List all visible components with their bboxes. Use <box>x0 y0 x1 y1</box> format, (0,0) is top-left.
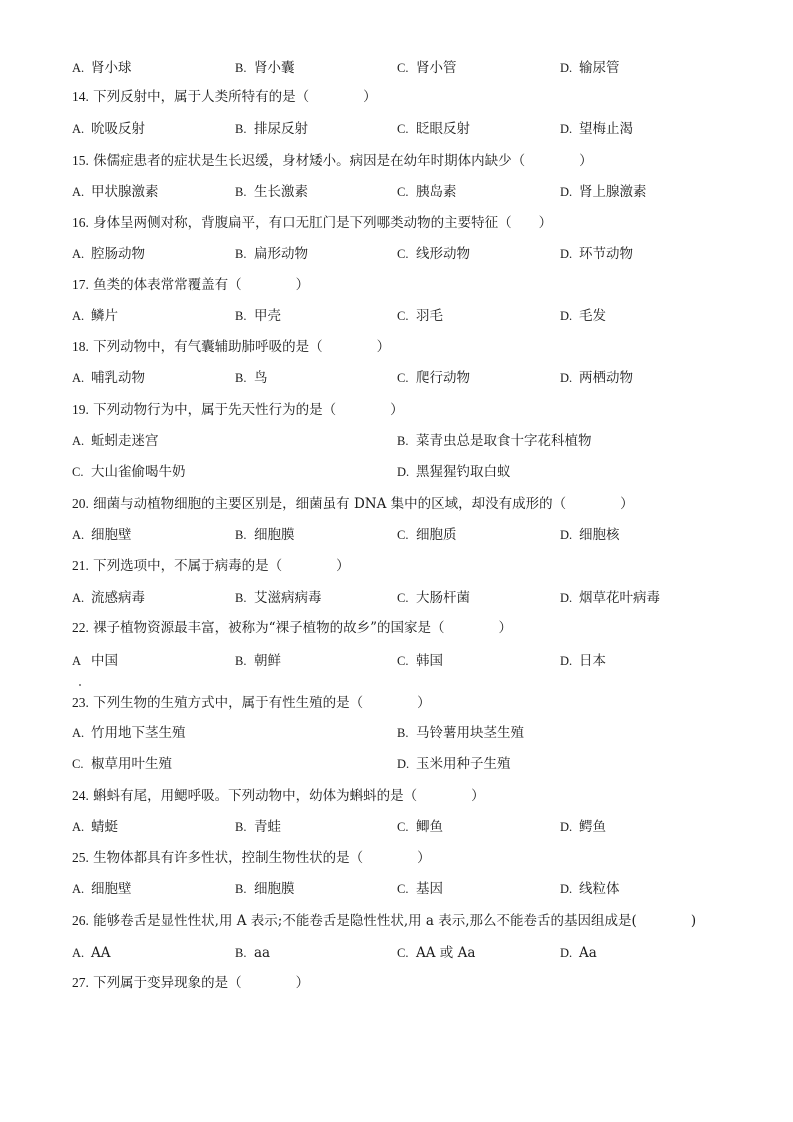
option-text: 日本 <box>579 653 606 669</box>
option-text: 大肠杆菌 <box>416 590 470 606</box>
option-letter: B. <box>397 434 409 448</box>
option-text: 蚯蚓走迷宫 <box>91 433 159 449</box>
option-letter: B. <box>397 726 409 740</box>
question-number: 20. <box>72 496 89 511</box>
option-letter: D. <box>560 61 573 75</box>
answer-option <box>235 307 281 325</box>
answer-option <box>397 526 457 544</box>
answer-option <box>397 59 457 77</box>
option-text: 羽毛 <box>416 308 443 324</box>
option-letter: B. <box>235 122 247 136</box>
question-number: 25. <box>72 850 89 865</box>
answer-option <box>72 59 132 77</box>
question-line <box>72 88 377 106</box>
option-text: 烟草花叶病毒 <box>579 590 660 606</box>
answer-option <box>72 526 132 544</box>
question-number: 24. <box>72 788 89 803</box>
answer-option <box>560 307 606 325</box>
option-letter: B. <box>235 309 247 323</box>
option-text: 玉米用种子生殖 <box>416 756 511 772</box>
option-letter: B. <box>235 820 247 834</box>
option-text: 细胞壁 <box>91 881 132 897</box>
option-letter: A. <box>72 247 85 261</box>
option-text: 韩国 <box>416 653 443 669</box>
option-text: 排尿反射 <box>254 121 308 137</box>
option-text: 毛发 <box>579 308 606 324</box>
option-text: 生长激素 <box>254 184 308 200</box>
option-letter: C. <box>397 654 409 668</box>
option-letter: D. <box>560 185 573 199</box>
answer-option <box>397 818 443 836</box>
option-letter: A. <box>72 528 85 542</box>
answer-option <box>72 120 145 138</box>
option-text: Aa <box>579 945 597 961</box>
answer-option <box>560 526 620 544</box>
answer-option <box>235 944 270 962</box>
option-text: 爬行动物 <box>416 370 470 386</box>
option-text: 肾小囊 <box>254 60 295 76</box>
stray-dot-mark <box>79 684 81 686</box>
option-letter: D. <box>560 591 573 605</box>
option-text: 腔肠动物 <box>91 246 145 262</box>
option-letter: D. <box>560 654 573 668</box>
option-text: 竹用地下茎生殖 <box>91 725 186 741</box>
option-text: AA 或 Aa <box>416 945 476 961</box>
option-letter: A. <box>72 371 85 385</box>
question-number: 26. <box>72 913 89 928</box>
option-letter: C. <box>397 528 409 542</box>
option-letter: A. <box>72 820 85 834</box>
option-text: aa <box>254 945 271 961</box>
option-letter: C. <box>72 465 84 479</box>
question-number: 27. <box>72 975 89 990</box>
answer-option <box>72 652 118 670</box>
question-number: 16. <box>72 215 89 230</box>
answer-option <box>397 589 470 607</box>
answer-option <box>560 589 660 607</box>
option-text: 中国 <box>91 653 118 669</box>
option-letter: A. <box>72 185 85 199</box>
option-letter: A. <box>72 946 85 960</box>
question-number: 18. <box>72 339 89 354</box>
question-text: 裸子植物资源最丰富，被称为“裸子植物的故乡”的国家是（ ） <box>88 620 512 636</box>
answer-option <box>235 880 295 898</box>
answer-option <box>72 369 145 387</box>
option-text: 甲壳 <box>254 308 281 324</box>
answer-option <box>235 526 295 544</box>
answer-option <box>72 589 145 607</box>
answer-option <box>72 307 118 325</box>
option-letter: C. <box>397 122 409 136</box>
option-text: 线形动物 <box>416 246 470 262</box>
question-text: 下列动物中，有气囊辅助肺呼吸的是（ ） <box>88 339 391 355</box>
answer-option <box>560 944 597 962</box>
option-letter: A. <box>72 309 85 323</box>
option-text: 细胞质 <box>416 527 457 543</box>
option-letter: B. <box>235 591 247 605</box>
answer-option <box>72 818 118 836</box>
option-text: 艾滋病病毒 <box>254 590 322 606</box>
question-line <box>72 557 350 575</box>
option-letter: B. <box>235 882 247 896</box>
option-text: 吮吸反射 <box>91 121 145 137</box>
question-number: 19. <box>72 402 89 417</box>
option-text: 线粒体 <box>579 881 620 897</box>
answer-option <box>397 463 511 481</box>
option-text: 菜青虫总是取食十字花科植物 <box>416 433 592 449</box>
option-text: 甲状腺激素 <box>91 184 159 200</box>
option-text: 环节动物 <box>579 246 633 262</box>
option-text: 肾上腺激素 <box>579 184 647 200</box>
option-letter: D. <box>560 528 573 542</box>
option-letter: D. <box>560 309 573 323</box>
option-text: 椒草用叶生殖 <box>91 756 172 772</box>
question-line <box>72 974 309 992</box>
option-letter: B. <box>235 61 247 75</box>
option-letter: B. <box>235 654 247 668</box>
answer-option <box>560 369 633 387</box>
question-line <box>72 694 431 712</box>
answer-option <box>235 818 281 836</box>
option-letter: D. <box>560 882 573 896</box>
answer-option <box>397 724 524 742</box>
question-number: 14. <box>72 89 89 104</box>
question-text: 下列反射中，属于人类所特有的是（ ） <box>88 89 377 105</box>
answer-option <box>72 724 186 742</box>
option-text: AA <box>91 945 111 961</box>
answer-option <box>397 369 470 387</box>
answer-option <box>397 307 443 325</box>
answer-option <box>397 245 470 263</box>
option-text: 输尿管 <box>579 60 620 76</box>
answer-option <box>560 120 633 138</box>
answer-option <box>560 183 647 201</box>
option-letter: B. <box>235 946 247 960</box>
answer-option <box>72 880 132 898</box>
question-number: 23. <box>72 695 89 710</box>
option-letter: A <box>72 654 82 668</box>
option-text: 流感病毒 <box>91 590 145 606</box>
answer-option <box>560 818 606 836</box>
option-text: 大山雀偷喝牛奶 <box>91 464 186 480</box>
option-text: 肾小管 <box>416 60 457 76</box>
question-text: 能够卷舌是显性性状,用 A 表示;不能卷舌是隐性性状,用 a 表示,那么不能卷舌的基因组成是( ) <box>88 913 697 929</box>
option-text: 扁形动物 <box>254 246 308 262</box>
option-letter: B. <box>235 247 247 261</box>
answer-option <box>397 944 475 962</box>
option-letter: A. <box>72 434 85 448</box>
option-text: 肾小球 <box>91 60 132 76</box>
option-text: 黑猩猩钓取白蚁 <box>416 464 511 480</box>
question-number: 22. <box>72 620 89 635</box>
option-letter: C. <box>397 185 409 199</box>
option-letter: B. <box>235 185 247 199</box>
option-text: 细胞核 <box>579 527 620 543</box>
question-text: 下列动物行为中，属于先天性行为的是（ ） <box>88 402 404 418</box>
question-line <box>72 338 390 356</box>
option-letter: C. <box>397 61 409 75</box>
question-line <box>72 495 634 513</box>
option-letter: C. <box>397 371 409 385</box>
answer-option <box>72 245 145 263</box>
option-letter: D. <box>397 465 410 479</box>
answer-option <box>397 183 457 201</box>
question-text: 鱼类的体表常常覆盖有（ ） <box>88 277 310 293</box>
option-letter: D. <box>560 247 573 261</box>
option-letter: C. <box>397 591 409 605</box>
question-line <box>72 276 309 294</box>
option-text: 眨眼反射 <box>416 121 470 137</box>
question-line <box>72 912 696 930</box>
option-text: 细胞膜 <box>254 881 295 897</box>
option-letter: C. <box>397 247 409 261</box>
option-text: 鳄鱼 <box>579 819 606 835</box>
answer-option <box>72 432 159 450</box>
option-text: 马铃薯用块茎生殖 <box>416 725 524 741</box>
option-letter: A. <box>72 726 85 740</box>
answer-option <box>235 589 322 607</box>
question-text: 下列属于变异现象的是（ ） <box>88 975 310 991</box>
question-line <box>72 214 552 232</box>
question-line <box>72 849 431 867</box>
option-text: 哺乳动物 <box>91 370 145 386</box>
option-letter: D. <box>397 757 410 771</box>
option-letter: D. <box>560 122 573 136</box>
option-text: 鳞片 <box>91 308 118 324</box>
answer-option <box>235 120 308 138</box>
option-letter: A. <box>72 61 85 75</box>
question-line <box>72 619 512 637</box>
question-text: 下列生物的生殖方式中，属于有性生殖的是（ ） <box>88 695 431 711</box>
option-text: 胰岛素 <box>416 184 457 200</box>
question-number: 21. <box>72 558 89 573</box>
answer-option <box>235 652 281 670</box>
option-text: 细胞壁 <box>91 527 132 543</box>
answer-option <box>560 245 633 263</box>
option-text: 鲫鱼 <box>416 819 443 835</box>
option-letter: C. <box>397 946 409 960</box>
option-text: 鸟 <box>254 370 268 386</box>
option-text: 青蛙 <box>254 819 281 835</box>
answer-option <box>235 183 308 201</box>
answer-option <box>397 652 443 670</box>
answer-option <box>560 652 606 670</box>
question-line <box>72 787 485 805</box>
answer-option <box>397 755 511 773</box>
option-letter: D. <box>560 371 573 385</box>
question-text: 下列选项中，不属于病毒的是（ ） <box>88 558 350 574</box>
option-letter: A. <box>72 882 85 896</box>
option-letter: A. <box>72 122 85 136</box>
option-letter: C. <box>72 757 84 771</box>
option-letter: B. <box>235 371 247 385</box>
answer-option <box>72 463 186 481</box>
option-text: 基因 <box>416 881 443 897</box>
answer-option <box>397 432 592 450</box>
question-line <box>72 152 593 170</box>
answer-option <box>72 755 172 773</box>
question-number: 17. <box>72 277 89 292</box>
question-text: 生物体都具有许多性状，控制生物性状的是（ ） <box>88 850 431 866</box>
option-text: 蜻蜓 <box>91 819 118 835</box>
answer-option <box>72 183 159 201</box>
option-letter: C. <box>397 882 409 896</box>
question-number: 15. <box>72 153 89 168</box>
option-letter: C. <box>397 820 409 834</box>
answer-option <box>72 944 111 962</box>
question-text: 身体呈两侧对称，背腹扁平，有口无肛门是下列哪类动物的主要特征（ ） <box>88 215 553 231</box>
question-text: 细菌与动植物细胞的主要区别是，细菌虽有 DNA 集中的区域，却没有成形的（ ） <box>88 496 634 512</box>
option-letter: A. <box>72 591 85 605</box>
option-text: 望梅止渴 <box>579 121 633 137</box>
answer-option <box>235 245 308 263</box>
answer-option <box>235 369 268 387</box>
answer-option <box>560 880 620 898</box>
question-text: 蝌蚪有尾，用鳃呼吸。下列动物中，幼体为蝌蚪的是（ ） <box>88 788 485 804</box>
option-letter: D. <box>560 946 573 960</box>
answer-option <box>235 59 295 77</box>
answer-option <box>397 880 443 898</box>
option-letter: C. <box>397 309 409 323</box>
option-letter: D. <box>560 820 573 834</box>
option-text: 细胞膜 <box>254 527 295 543</box>
option-text: 朝鲜 <box>254 653 281 669</box>
question-line <box>72 401 404 419</box>
option-text: 两栖动物 <box>579 370 633 386</box>
answer-option <box>397 120 470 138</box>
question-text: 侏儒症患者的症状是生长迟缓，身材矮小。病因是在幼年时期体内缺少（ ） <box>88 153 593 169</box>
answer-option <box>560 59 620 77</box>
option-letter: B. <box>235 528 247 542</box>
